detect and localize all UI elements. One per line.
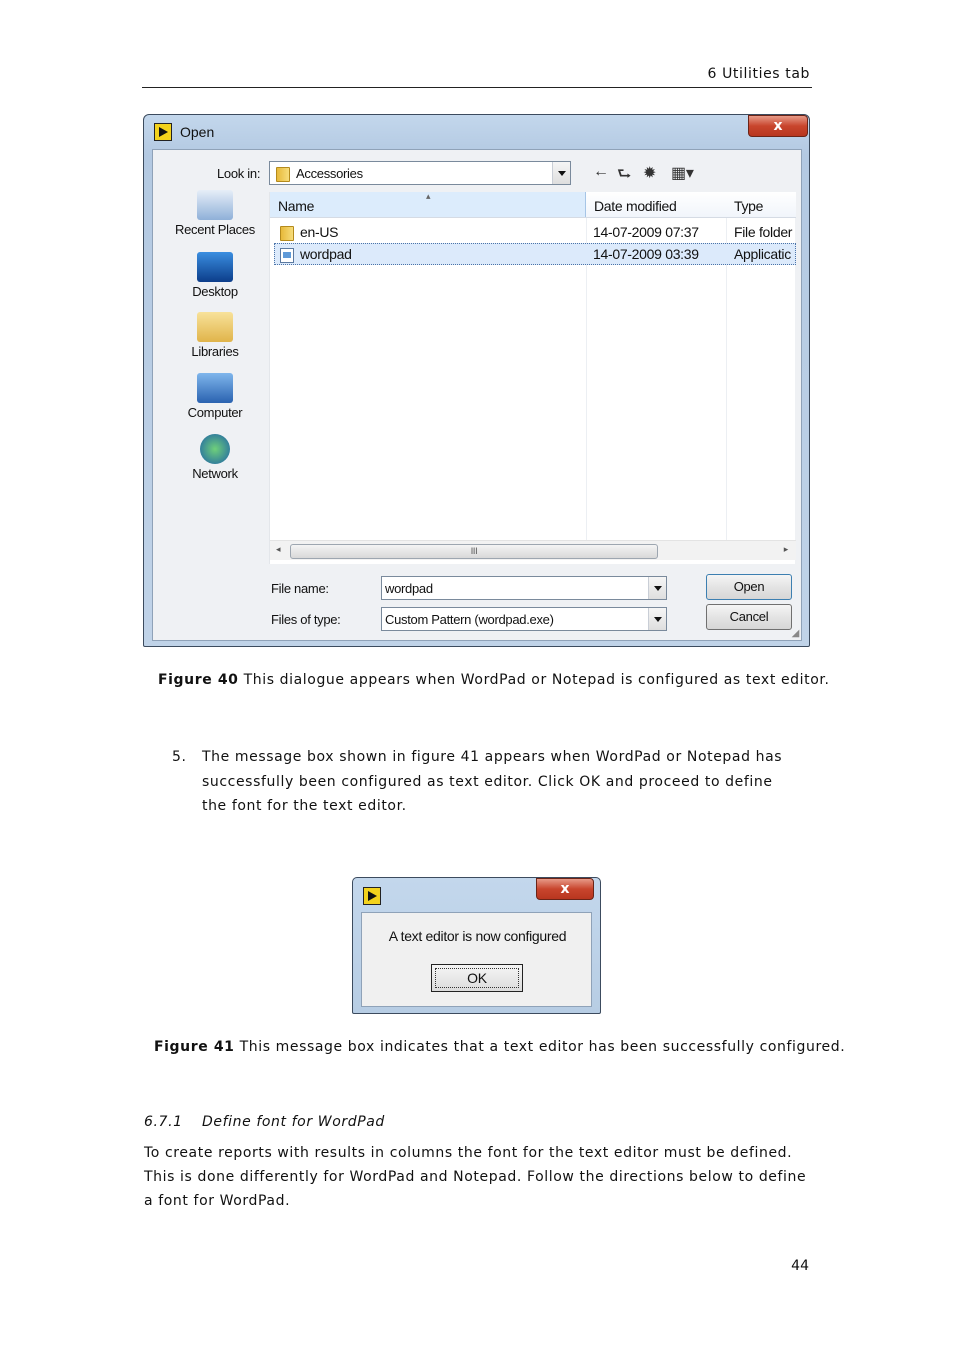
close-button[interactable]: x	[536, 878, 594, 900]
close-button[interactable]: x	[748, 115, 808, 137]
file-name: wordpad	[300, 246, 352, 262]
application-icon	[280, 248, 294, 263]
files-of-type-label: Files of type:	[271, 612, 341, 627]
desktop-icon	[197, 252, 233, 282]
place-label: Computer	[187, 405, 243, 420]
page-header	[142, 66, 812, 88]
look-in-value: Accessories	[296, 166, 363, 181]
horizontal-scrollbar[interactable]	[270, 540, 796, 560]
file-name-value: wordpad	[385, 581, 433, 596]
column-name[interactable]: Name	[278, 198, 315, 214]
libraries-icon	[197, 312, 233, 342]
figure-text: This dialogue appears when WordPad or Notepad is configured as text editor.	[243, 672, 830, 688]
folder-icon	[276, 167, 290, 182]
computer-icon	[197, 373, 233, 403]
look-in-label: Look in:	[217, 166, 261, 181]
file-name-label: File name:	[271, 581, 329, 596]
look-in-combo[interactable]	[269, 161, 571, 185]
dialog-title: Open	[180, 124, 215, 140]
open-button[interactable]: Open	[706, 574, 792, 600]
message-box	[352, 877, 601, 1014]
figure-label: Figure 41	[154, 1039, 235, 1055]
figure-40-caption	[158, 672, 830, 688]
labview-app-icon	[154, 123, 172, 141]
open-dialog	[143, 114, 810, 647]
labview-app-icon	[363, 887, 381, 905]
file-name: en-US	[300, 224, 339, 240]
file-name-input[interactable]	[381, 576, 667, 600]
figure-41-caption	[154, 1039, 845, 1055]
place-label: Desktop	[192, 284, 238, 299]
cancel-button[interactable]: Cancel	[706, 604, 792, 630]
step-text: The message box shown in figure 41 appears when WordPad or Notepad has successfully been configured as text editor. Click OK and proceed to define the font for the text editor.	[202, 749, 783, 814]
column-date-modified[interactable]: Date modified	[594, 198, 677, 214]
column-type[interactable]: Type	[734, 198, 764, 214]
chevron-down-icon[interactable]	[648, 577, 666, 599]
folder-icon	[280, 226, 294, 241]
step-number: 5.	[172, 749, 187, 765]
figure-label: Figure 40	[158, 672, 239, 688]
place-recent-places[interactable]	[163, 190, 267, 237]
list-item-selected[interactable]	[274, 243, 796, 265]
recent-places-icon	[197, 190, 233, 220]
file-list	[269, 192, 795, 564]
scroll-grip: III	[470, 546, 478, 556]
page-number: 44	[791, 1258, 809, 1274]
file-date: 14-07-2009 07:37	[593, 224, 699, 240]
header-section: 6 Utilities tab	[707, 66, 810, 82]
body-paragraph: To create reports with results in columns the font for the text editor must be defined. This is done differently for WordPad and Notepad. Follow the directions below to define a font for WordPad.	[144, 1145, 807, 1209]
message-text: A text editor is now configured	[388, 928, 567, 944]
files-of-type-select[interactable]	[381, 607, 667, 631]
section-heading	[144, 1114, 385, 1130]
file-type: File folder	[734, 224, 793, 240]
place-desktop[interactable]	[163, 252, 267, 299]
section-number: 6.7.1	[144, 1114, 183, 1130]
place-network[interactable]	[163, 434, 267, 481]
network-globe-icon	[200, 434, 230, 464]
back-arrow-icon[interactable]: ←	[593, 163, 609, 180]
files-of-type-value: Custom Pattern (wordpad.exe)	[385, 612, 554, 627]
file-date: 14-07-2009 03:39	[593, 246, 699, 262]
file-type: Applicatic	[734, 246, 791, 262]
up-folder-icon[interactable]: ⮑	[617, 166, 632, 183]
scroll-thumb[interactable]	[290, 544, 658, 559]
chevron-down-icon[interactable]	[648, 608, 666, 630]
figure-text: This message box indicates that a text editor has been successfully configured.	[239, 1039, 846, 1055]
message-body	[361, 912, 592, 1007]
place-computer[interactable]	[163, 373, 267, 420]
place-libraries[interactable]	[163, 312, 267, 359]
dialog-body	[152, 149, 802, 641]
section-title: Define font for WordPad	[202, 1114, 385, 1130]
place-label: Recent Places	[175, 222, 255, 237]
ok-button[interactable]	[431, 964, 523, 992]
view-menu-icon[interactable]: ▦▾	[671, 165, 694, 182]
ok-label: OK	[435, 968, 519, 988]
list-header	[270, 192, 796, 218]
scroll-right-icon[interactable]: ▸	[783, 544, 788, 554]
place-label: Network	[192, 466, 238, 481]
chevron-down-icon[interactable]	[552, 162, 570, 184]
scroll-left-icon[interactable]: ◂	[276, 544, 281, 554]
sort-up-icon: ▴	[426, 191, 431, 201]
place-label: Libraries	[191, 344, 239, 359]
resize-grip-icon[interactable]: ◢	[791, 628, 799, 639]
list-item[interactable]	[270, 221, 796, 243]
new-folder-icon[interactable]: ✹	[643, 165, 657, 182]
